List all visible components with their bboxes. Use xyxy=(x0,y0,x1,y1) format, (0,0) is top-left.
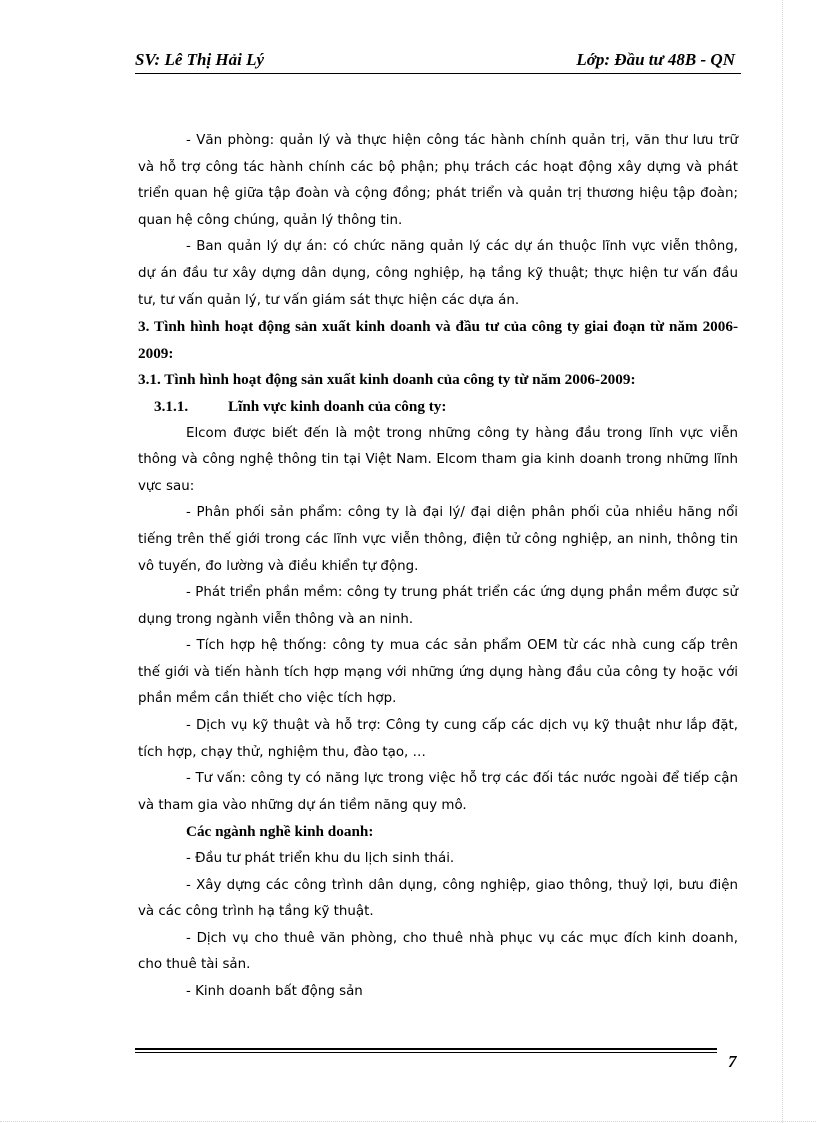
page-edge-bottom xyxy=(0,1121,816,1122)
page-edge-right xyxy=(782,0,783,1123)
student-name: SV: Lê Thị Hải Lý xyxy=(135,50,265,69)
subsection-number: 3.1.1. xyxy=(154,397,189,415)
paragraph-elcom-intro: Elcom được biết đến là một trong những công ty hàng đầu trong lĩnh vực viễn thông và công nghệ thông tin tại Việt Nam. Elcom tham gia kinh doanh trong những lĩnh vực sau: xyxy=(138,425,738,494)
class-name: Lớp: Đầu tư 48B - QN xyxy=(576,50,735,69)
paragraph-distribution: - Phân phối sản phẩm: công ty là đại lý/ đại diện phân phối của nhiều hãng nổi tiếng trên thế giới trong các lĩnh vực viễn thông, điện tử công nghiệp, an ninh, thông tin vô tuyến, đo lường và điều khiển tự động. xyxy=(138,505,738,574)
paragraph-construction: - Xây dựng các công trình dân dụng, công nghiệp, giao thông, thuỷ lợi, bưu điện và các công trình hạ tầng kỹ thuật. xyxy=(138,877,738,920)
paragraph-software: - Phát triển phần mềm: công ty trung phát triển các ứng dụng phần mềm được sử dụng trong ngành viễn thông và an ninh. xyxy=(138,585,738,627)
header-rule xyxy=(135,73,741,74)
paragraph-real-estate: - Kinh doanh bất động sản xyxy=(186,984,363,999)
paragraph-project-board: - Ban quản lý dự án: có chức năng quản lý các dự án thuộc lĩnh vực viễn thông, dự án đầu tư xây dựng dân dụng, công nghiệp, hạ tầng kỹ thuật; thực hiện tư vấn đầu tư, tư vấn quản lý, tư vấn giám sát thực hiện các dựa án. xyxy=(138,239,738,308)
paragraph-integration: - Tích hợp hệ thống: công ty mua các sản phẩm OEM từ các nhà cung cấp trên thế giới và tiến hành tích hợp mạng với những ứng dụng hàng đầu của công ty hoặc với phần mềm cần thiết cho việc tích hợp. xyxy=(138,638,738,707)
business-lines-heading: Các ngành nghề kinh doanh: xyxy=(186,823,374,841)
paragraph-office-rental: - Dịch vụ cho thuê văn phòng, cho thuê nhà phục vụ các mục đích kinh doanh, cho thuê tài sản. xyxy=(138,930,738,973)
subsection-heading-3-1-1 xyxy=(138,394,738,421)
footer-rule-thick xyxy=(135,1048,717,1050)
paragraph-technical-services: - Dịch vụ kỹ thuật và hỗ trợ: Công ty cung cấp các dịch vụ kỹ thuật như lắp đặt, tích hợp, chạy thử, nghiệm thu, đào tạo, … xyxy=(138,718,738,760)
paragraph-eco-tourism: - Đầu tư phát triển khu du lịch sinh thái. xyxy=(186,851,455,867)
page-number: 7 xyxy=(728,1052,737,1071)
page-header xyxy=(135,46,741,76)
paragraph-office: - Văn phòng: quản lý và thực hiện công tác hành chính quản trị, văn thư lưu trữ và hỗ trợ công tác hành chính các bộ phận; phụ trách các hoạt động xây dựng và phát triển quan hệ giữa tập đoàn và cộng đồng; phát triển và quản trị thương hiệu tập đoàn; quan hệ công chúng, quản lý thông tin. xyxy=(138,133,738,228)
section-heading-3: 3. Tình hình hoạt động sản xuất kinh doanh và đầu tư của công ty giai đoạn từ năm 2006-2009: xyxy=(138,318,738,362)
footer-rule-thin xyxy=(135,1052,717,1053)
document-body xyxy=(138,128,738,1006)
section-heading-3-1: 3.1. Tình hình hoạt động sản xuất kinh doanh của công ty từ năm 2006-2009: xyxy=(138,371,636,389)
paragraph-consulting: - Tư vấn: công ty có năng lực trong việc hỗ trợ các đối tác nước ngoài để tiếp cận và tham gia vào những dự án tiềm năng quy mô. xyxy=(138,771,738,813)
subsection-title: Lĩnh vực kinh doanh của công ty: xyxy=(228,397,447,415)
